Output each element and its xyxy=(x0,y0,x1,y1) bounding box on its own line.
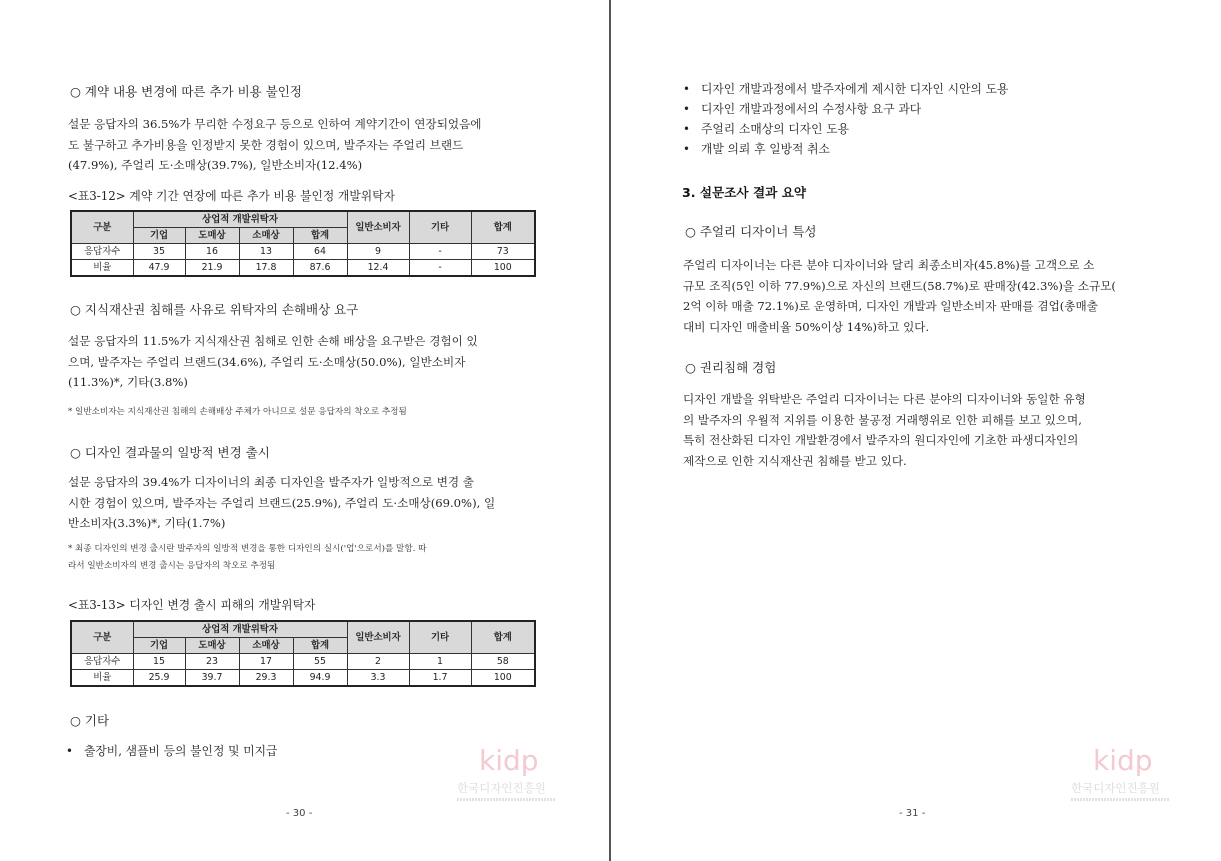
list-item-text: 개발 의뢰 후 일방적 취소 xyxy=(701,142,830,156)
table-cell: 47.9 xyxy=(133,260,185,277)
table-cell: 17 xyxy=(239,654,293,670)
table-cell: 응답자수 xyxy=(71,244,133,260)
table-cell: 16 xyxy=(185,244,239,260)
text-line: 주얼리 디자이너는 다른 분야 디자이너와 달리 최종소비자(45.8%)를 고객으로 소 xyxy=(683,258,1095,272)
note-line: * 최종 디자인의 변경 출시란 발주자의 일방적 변경을 통한 디자인의 실시('업'으로서)를 말함. 따 xyxy=(68,544,427,554)
header-company: 기업 xyxy=(133,228,185,244)
table-3-13 xyxy=(70,620,536,687)
list-item xyxy=(683,99,1008,119)
list-item-text: 디자인 개발과정에서의 수정사항 요구 과다 xyxy=(701,102,922,116)
table-cell: 1.7 xyxy=(409,670,471,687)
header-retail: 소매상 xyxy=(239,228,293,244)
table-cell: 94.9 xyxy=(293,670,347,687)
watermark-left xyxy=(457,744,557,810)
list-item xyxy=(683,139,1008,159)
header-other: 기타 xyxy=(409,621,471,654)
table-cell: 29.3 xyxy=(239,670,293,687)
paragraph-designer-traits xyxy=(683,255,1151,337)
text-line: (47.9%), 주얼리 도·소매상(39.7%), 일반소비자(12.4%) xyxy=(68,158,363,172)
table-cell: 1 xyxy=(409,654,471,670)
list-item-text: 디자인 개발과정에서 발주자에게 제시한 디자인 시안의 도용 xyxy=(701,82,1009,96)
table-3-12 xyxy=(70,210,536,277)
table-row xyxy=(71,260,535,277)
table-cell: 3.3 xyxy=(347,670,409,687)
table-cell: 12.4 xyxy=(347,260,409,277)
table-cell: 100 xyxy=(471,260,535,277)
watermark-right xyxy=(1071,744,1171,810)
kidp-logo-text: kidp xyxy=(1093,744,1153,776)
kidp-logo-icon xyxy=(477,744,547,776)
text-line: (11.3%)*, 기타(3.8%) xyxy=(68,375,188,389)
table-row xyxy=(71,244,535,260)
text-line: 도 불구하고 추가비용을 인정받지 못한 경험이 있으며, 발주자는 주얼리 브랜드 xyxy=(68,137,464,152)
watermark-org-name: 한국디자인진흥원 xyxy=(1071,781,1160,795)
header-consumer: 일반소비자 xyxy=(347,211,409,244)
text-line: 의 발주자의 우월적 지위를 이용한 불공정 거래행위로 인한 피해를 보고 있으며, xyxy=(683,412,1082,427)
text-line: 규모 조직(5인 이하 77.9%)으로 자신의 브랜드(58.7%)로 판매장(42.3%)을 소규모( xyxy=(683,278,1116,293)
list-item-text: 주얼리 소매상의 디자인 도용 xyxy=(701,122,849,136)
table-cell: 비율 xyxy=(71,260,133,277)
bullet-icon: • xyxy=(66,744,73,758)
paragraph-ip-damages xyxy=(68,331,538,393)
header-gubun: 구분 xyxy=(71,621,133,654)
section-heading-ip-damages: ○ 지식재산권 침해를 사유로 위탁자의 손해배상 요구 xyxy=(70,302,359,317)
table-cell: 17.8 xyxy=(239,260,293,277)
paragraph-rights-infringement xyxy=(683,389,1151,471)
table-cell: 100 xyxy=(471,670,535,687)
paragraph-unilateral-change xyxy=(68,472,538,534)
footnote-change-release xyxy=(68,541,548,575)
table-cell: 25.9 xyxy=(133,670,185,687)
text-line: 특히 전산화된 디자인 개발환경에서 발주자의 원디자인에 기초한 파생디자인의 xyxy=(683,433,1079,447)
header-total: 합계 xyxy=(471,621,535,654)
header-retail: 소매상 xyxy=(239,638,293,654)
table-cell: 64 xyxy=(293,244,347,260)
header-consumer: 일반소비자 xyxy=(347,621,409,654)
table-cell: 15 xyxy=(133,654,185,670)
header-gubun: 구분 xyxy=(71,211,133,244)
table-cell: 9 xyxy=(347,244,409,260)
watermark-subtext xyxy=(457,798,555,801)
section-heading-other: ○ 기타 xyxy=(70,713,110,728)
watermark-subtext xyxy=(1071,798,1169,801)
table-cell: 비율 xyxy=(71,670,133,687)
section-title-summary: 3. 설문조사 결과 요약 xyxy=(682,185,807,200)
text-line: 디자인 개발을 위탁받은 주얼리 디자이너는 다른 분야의 디자이너와 동일한 유형 xyxy=(683,392,1086,406)
header-company: 기업 xyxy=(133,638,185,654)
footnote-consumer: * 일반소비자는 지식재산권 침해의 손해배상 주체가 아니므로 설문 응답자의 착오로 추정됨 xyxy=(68,407,407,417)
list-item xyxy=(683,119,1008,139)
table-cell: 2 xyxy=(347,654,409,670)
list-item-text: 출장비, 샘플비 등의 불인정 및 미지급 xyxy=(84,744,278,758)
text-line: 설문 응답자의 11.5%가 지식재산권 침해로 인한 손해 배상을 요구받은 경험이 있 xyxy=(68,334,478,348)
header-wholesale: 도매상 xyxy=(185,638,239,654)
text-line: 설문 응답자의 39.4%가 디자이너의 최종 디자인을 발주자가 일방적으로 변경 출 xyxy=(68,475,474,489)
text-line: 설문 응답자의 36.5%가 무리한 수정요구 등으로 인하여 계약기간이 연장되었음에 xyxy=(68,117,482,131)
table-row xyxy=(71,670,535,687)
note-line: 라서 일반소비자의 변경 출시는 응답자의 착오로 추정됨 xyxy=(68,561,276,571)
text-line: 2억 이하 매출 72.1%)로 운영하며, 디자인 개발과 일반소비자 판매를 겸업(총매출 xyxy=(683,299,1098,313)
table-cell: 13 xyxy=(239,244,293,260)
table-cell: 55 xyxy=(293,654,347,670)
header-total: 합계 xyxy=(471,211,535,244)
kidp-logo-icon xyxy=(1091,744,1161,776)
table-cell: - xyxy=(409,244,471,260)
header-commercial: 상업적 개발위탁자 xyxy=(133,621,347,638)
section-heading-unilateral-change: ○ 디자인 결과물의 일방적 변경 출시 xyxy=(70,445,270,460)
table-cell: 39.7 xyxy=(185,670,239,687)
table-cell: 58 xyxy=(471,654,535,670)
header-other: 기타 xyxy=(409,211,471,244)
header-commercial: 상업적 개발위탁자 xyxy=(133,211,347,228)
list-item xyxy=(683,79,1008,99)
header-wholesale: 도매상 xyxy=(185,228,239,244)
bullet-list-other xyxy=(66,741,277,761)
text-line: 대비 디자인 매출비율 50%이상 14%)하고 있다. xyxy=(683,319,930,334)
table-cell: 응답자수 xyxy=(71,654,133,670)
table-cell: 23 xyxy=(185,654,239,670)
text-line: 으며, 발주자는 주얼리 브랜드(34.6%), 주얼리 도·소매상(50.0%), 일반소비자 xyxy=(68,354,466,369)
bullet-icon: • xyxy=(683,122,690,136)
table-row xyxy=(71,654,535,670)
table-cell: - xyxy=(409,260,471,277)
right-page xyxy=(611,0,1221,861)
section-heading-rights-infringement: ○ 권리침해 경험 xyxy=(685,360,777,375)
text-line: 반소비자(3.3%)*, 기타(1.7%) xyxy=(68,516,226,530)
bullet-icon: • xyxy=(683,82,690,96)
table-cell: 73 xyxy=(471,244,535,260)
page-number-left: - 30 - xyxy=(286,808,313,819)
table-caption-3-13: <표3-13> 디자인 변경 출시 피해의 개발위탁자 xyxy=(68,598,316,612)
kidp-logo-text: kidp xyxy=(479,744,539,776)
bullet-icon: • xyxy=(683,142,690,156)
list-item xyxy=(66,741,277,761)
text-line: 제작으로 인한 지식재산권 침해를 받고 있다. xyxy=(683,453,907,468)
bullet-icon: • xyxy=(683,102,690,116)
section-heading-cost: ○ 계약 내용 변경에 따른 추가 비용 불인정 xyxy=(70,84,302,99)
header-subtotal: 합계 xyxy=(293,228,347,244)
table-cell: 21.9 xyxy=(185,260,239,277)
table-caption-3-12: <표3-12> 계약 기간 연장에 따른 추가 비용 불인정 개발위탁자 xyxy=(68,189,395,203)
section-heading-designer-traits: ○ 주얼리 디자이너 특성 xyxy=(685,224,817,239)
bullet-list-damages xyxy=(683,79,1008,159)
paragraph-cost xyxy=(68,114,538,176)
left-page xyxy=(0,0,609,861)
table-cell: 87.6 xyxy=(293,260,347,277)
page-number-right: - 31 - xyxy=(899,808,926,819)
header-subtotal: 합계 xyxy=(293,638,347,654)
text-line: 시한 경험이 있으며, 발주자는 주얼리 브랜드(25.9%), 주얼리 도·소매상(69.0%), 일 xyxy=(68,495,496,510)
table-cell: 35 xyxy=(133,244,185,260)
watermark-org-name: 한국디자인진흥원 xyxy=(457,781,546,795)
